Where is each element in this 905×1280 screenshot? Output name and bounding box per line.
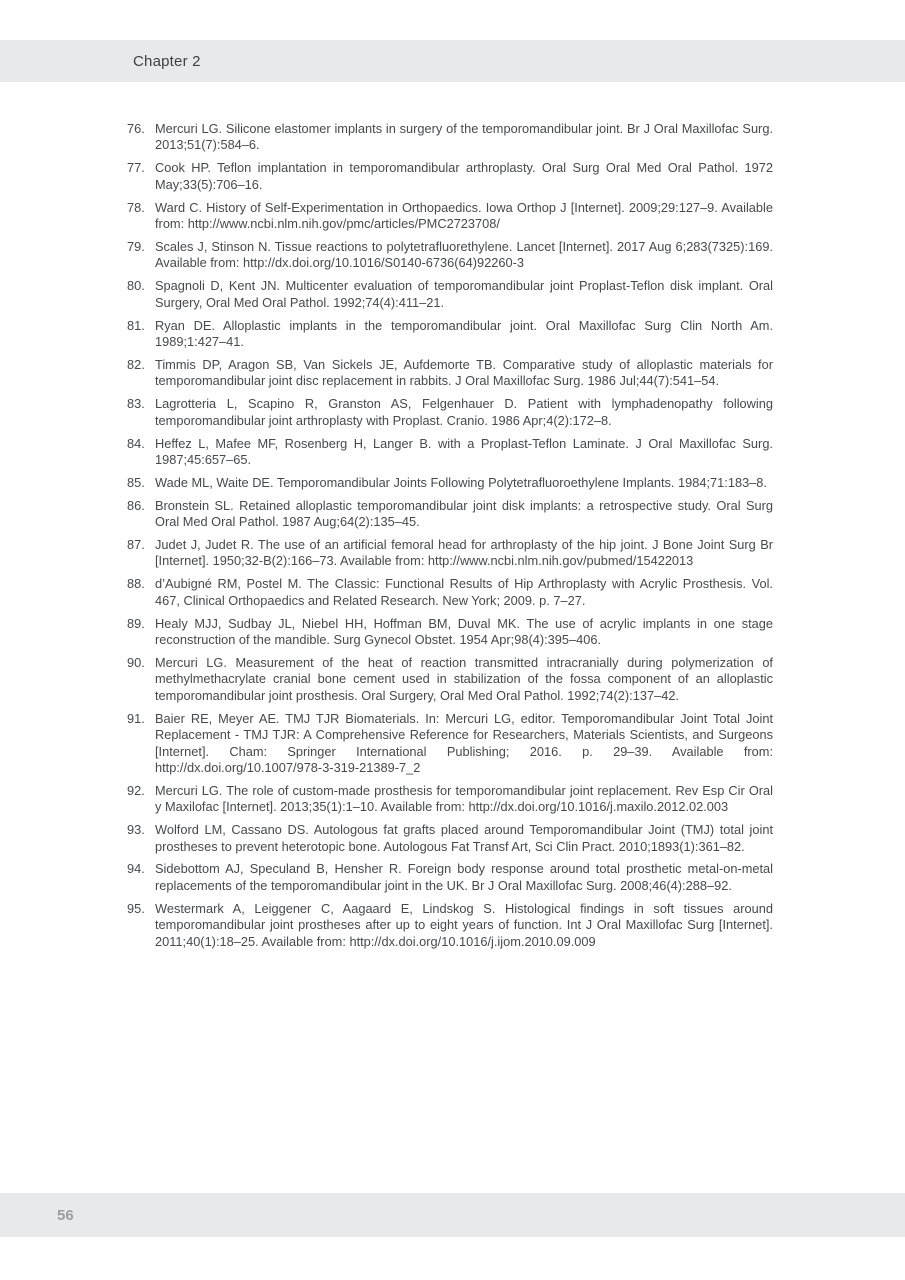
reference-number: 89.	[127, 615, 145, 631]
reference-text: d’Aubigné RM, Postel M. The Classic: Functional Results of Hip Arthroplasty with Acrylic Prosthesis. Vol. 467, Clinical Orthopaedics and Related Research. New York; 2009. p. 7–27.	[155, 576, 773, 608]
reference-item	[127, 357, 773, 390]
reference-item	[127, 576, 773, 609]
reference-number: 84.	[127, 435, 145, 451]
page-footer-band	[0, 1193, 905, 1237]
reference-number: 77.	[127, 160, 145, 176]
reference-item	[127, 200, 773, 233]
reference-number: 81.	[127, 317, 145, 333]
chapter-header-band	[0, 40, 905, 82]
reference-text: Mercuri LG. The role of custom-made prosthesis for temporomandibular joint replacement. Rev Esp Cir Oral y Maxilofac [Internet]. 2013;35(1):1–10. Available from: http://dx.doi.org/10.1016/j.maxilo.2012.02.003	[155, 782, 773, 815]
reference-number: 94.	[127, 861, 145, 877]
reference-item	[127, 121, 773, 154]
reference-text: Timmis DP, Aragon SB, Van Sickels JE, Aufdemorte TB. Comparative study of alloplastic materials for temporomandibular joint disc replacement in rabbits. J Oral Maxillofac Surg. 1986 Jul;44(7):541–54.	[155, 356, 773, 389]
reference-item	[127, 498, 773, 531]
reference-number: 93.	[127, 822, 145, 838]
reference-text: Mercuri LG. Measurement of the heat of reaction transmitted intracranially during polymerization of methylmethacrylate cranial bone cement used in stabilization of the fossa component of an alloplastic temporomandibular joint prosthesis. Oral Surgery, Oral Med Oral Pathol. 1992;74(2):137–42.	[155, 654, 773, 703]
reference-item	[127, 861, 773, 894]
reference-text: Lagrotteria L, Scapino R, Granston AS, Felgenhauer D. Patient with lymphadenopathy following temporomandibular joint arthroplasty with Proplast. Cranio. 1986 Apr;4(2):172–8.	[155, 396, 773, 428]
reference-text: Judet J, Judet R. The use of an artificial femoral head for arthroplasty of the hip joint. J Bone Joint Surg Br [Internet]. 1950;32-B(2):166–73. Available from: http://www.ncbi.nlm.nih.gov/pubmed/15422013	[155, 537, 773, 569]
reference-list	[127, 121, 773, 956]
reference-item	[127, 783, 773, 816]
reference-number: 86.	[127, 497, 145, 513]
reference-text: Scales J, Stinson N. Tissue reactions to polytetrafluorethylene. Lancet [Internet]. 2017 Aug 6;283(7325):169. Available from: http://dx.doi.org/10.1016/S0140-6736(64)92260-3	[155, 238, 773, 271]
reference-text: Spagnoli D, Kent JN. Multicenter evaluation of temporomandibular joint Proplast-Teflon disk implant. Oral Surgery, Oral Med Oral Pathol. 1992;74(4):411–21.	[155, 278, 773, 310]
reference-text: Healy MJJ, Sudbay JL, Niebel HH, Hoffman BM, Duval MK. The use of acrylic implants in one stage reconstruction of the mandible. Surg Gynecol Obstet. 1954 Apr;98(4):395–406.	[155, 615, 773, 648]
reference-number: 85.	[127, 474, 145, 490]
reference-number: 83.	[127, 396, 145, 412]
reference-text: Bronstein SL. Retained alloplastic temporomandibular joint disk implants: a retrospective study. Oral Surg Oral Med Oral Pathol. 1987 Aug;64(2):135–45.	[155, 497, 773, 530]
reference-item	[127, 475, 773, 491]
reference-text: Cook HP. Teflon implantation in temporomandibular arthroplasty. Oral Surg Oral Med Oral Pathol. 1972 May;33(5):706–16.	[155, 160, 773, 192]
reference-item	[127, 655, 773, 704]
reference-text: Wade ML, Waite DE. Temporomandibular Joints Following Polytetrafluoroethylene Implants. 1984;71:183–8.	[155, 474, 767, 490]
reference-item	[127, 318, 773, 351]
reference-item	[127, 537, 773, 570]
reference-number: 92.	[127, 782, 145, 798]
reference-number: 82.	[127, 356, 145, 372]
reference-text: Heffez L, Mafee MF, Rosenberg H, Langer B. with a Proplast-Teflon Laminate. J Oral Maxillofac Surg. 1987;45:657–65.	[155, 435, 773, 467]
reference-text: Baier RE, Meyer AE. TMJ TJR Biomaterials. In: Mercuri LG, editor. Temporomandibular Joint Total Joint Replacement - TMJ TJR: A Comprehensive Reference for Researchers, Materials Scientists, and Surgeons [Internet]. Cham: Springer International Publishing; 2016. p. 29–39. Available from: http://dx.doi.org/10.1007/978-3-319-21389-7_2	[155, 710, 773, 775]
reference-text: Ryan DE. Alloplastic implants in the temporomandibular joint. Oral Maxillofac Surg Clin North Am. 1989;1:427–41.	[155, 317, 773, 349]
reference-text: Mercuri LG. Silicone elastomer implants in surgery of the temporomandibular joint. Br J Oral Maxillofac Surg. 2013;51(7):584–6.	[155, 121, 773, 153]
reference-item	[127, 396, 773, 429]
reference-item	[127, 616, 773, 649]
reference-text: Westermark A, Leiggener C, Aagaard E, Lindskog S. Histological findings in soft tissues around temporomandibular joint prostheses after up to eight years of function. Int J Oral Maxillofac Surg [Internet]. 2011;40(1):18–25. Available from: http://dx.doi.org/10.1016/j.ijom.2010.09.009	[155, 900, 773, 949]
reference-item	[127, 278, 773, 311]
reference-text: Ward C. History of Self-Experimentation in Orthopaedics. Iowa Orthop J [Internet]. 2009;29:127–9. Available from: http://www.ncbi.nlm.nih.gov/pmc/articles/PMC2723708/	[155, 199, 773, 232]
reference-item	[127, 239, 773, 272]
chapter-title: Chapter 2	[133, 52, 201, 70]
reference-item	[127, 711, 773, 777]
reference-number: 78.	[127, 199, 145, 215]
reference-number: 91.	[127, 710, 145, 726]
reference-item	[127, 901, 773, 950]
reference-number: 95.	[127, 900, 145, 916]
reference-number: 80.	[127, 278, 145, 294]
reference-number: 87.	[127, 537, 145, 553]
reference-number: 90.	[127, 654, 145, 670]
reference-number: 88.	[127, 576, 145, 592]
reference-number: 79.	[127, 238, 145, 254]
reference-item	[127, 822, 773, 855]
reference-item	[127, 436, 773, 469]
reference-number: 76.	[127, 121, 145, 136]
reference-item	[127, 160, 773, 193]
reference-text: Sidebottom AJ, Speculand B, Hensher R. Foreign body response around total prosthetic metal-on-metal replacements of the temporomandibular joint in the UK. Br J Oral Maxillofac Surg. 2008;46(4):288–92.	[155, 861, 773, 893]
reference-text: Wolford LM, Cassano DS. Autologous fat grafts placed around Temporomandibular Joint (TMJ) total joint prostheses to prevent heterotopic bone. Autologous Fat Transf Art, Sci Clin Pract. 2010;1893(1):361–82.	[155, 822, 773, 854]
page-number: 56	[57, 1206, 74, 1224]
